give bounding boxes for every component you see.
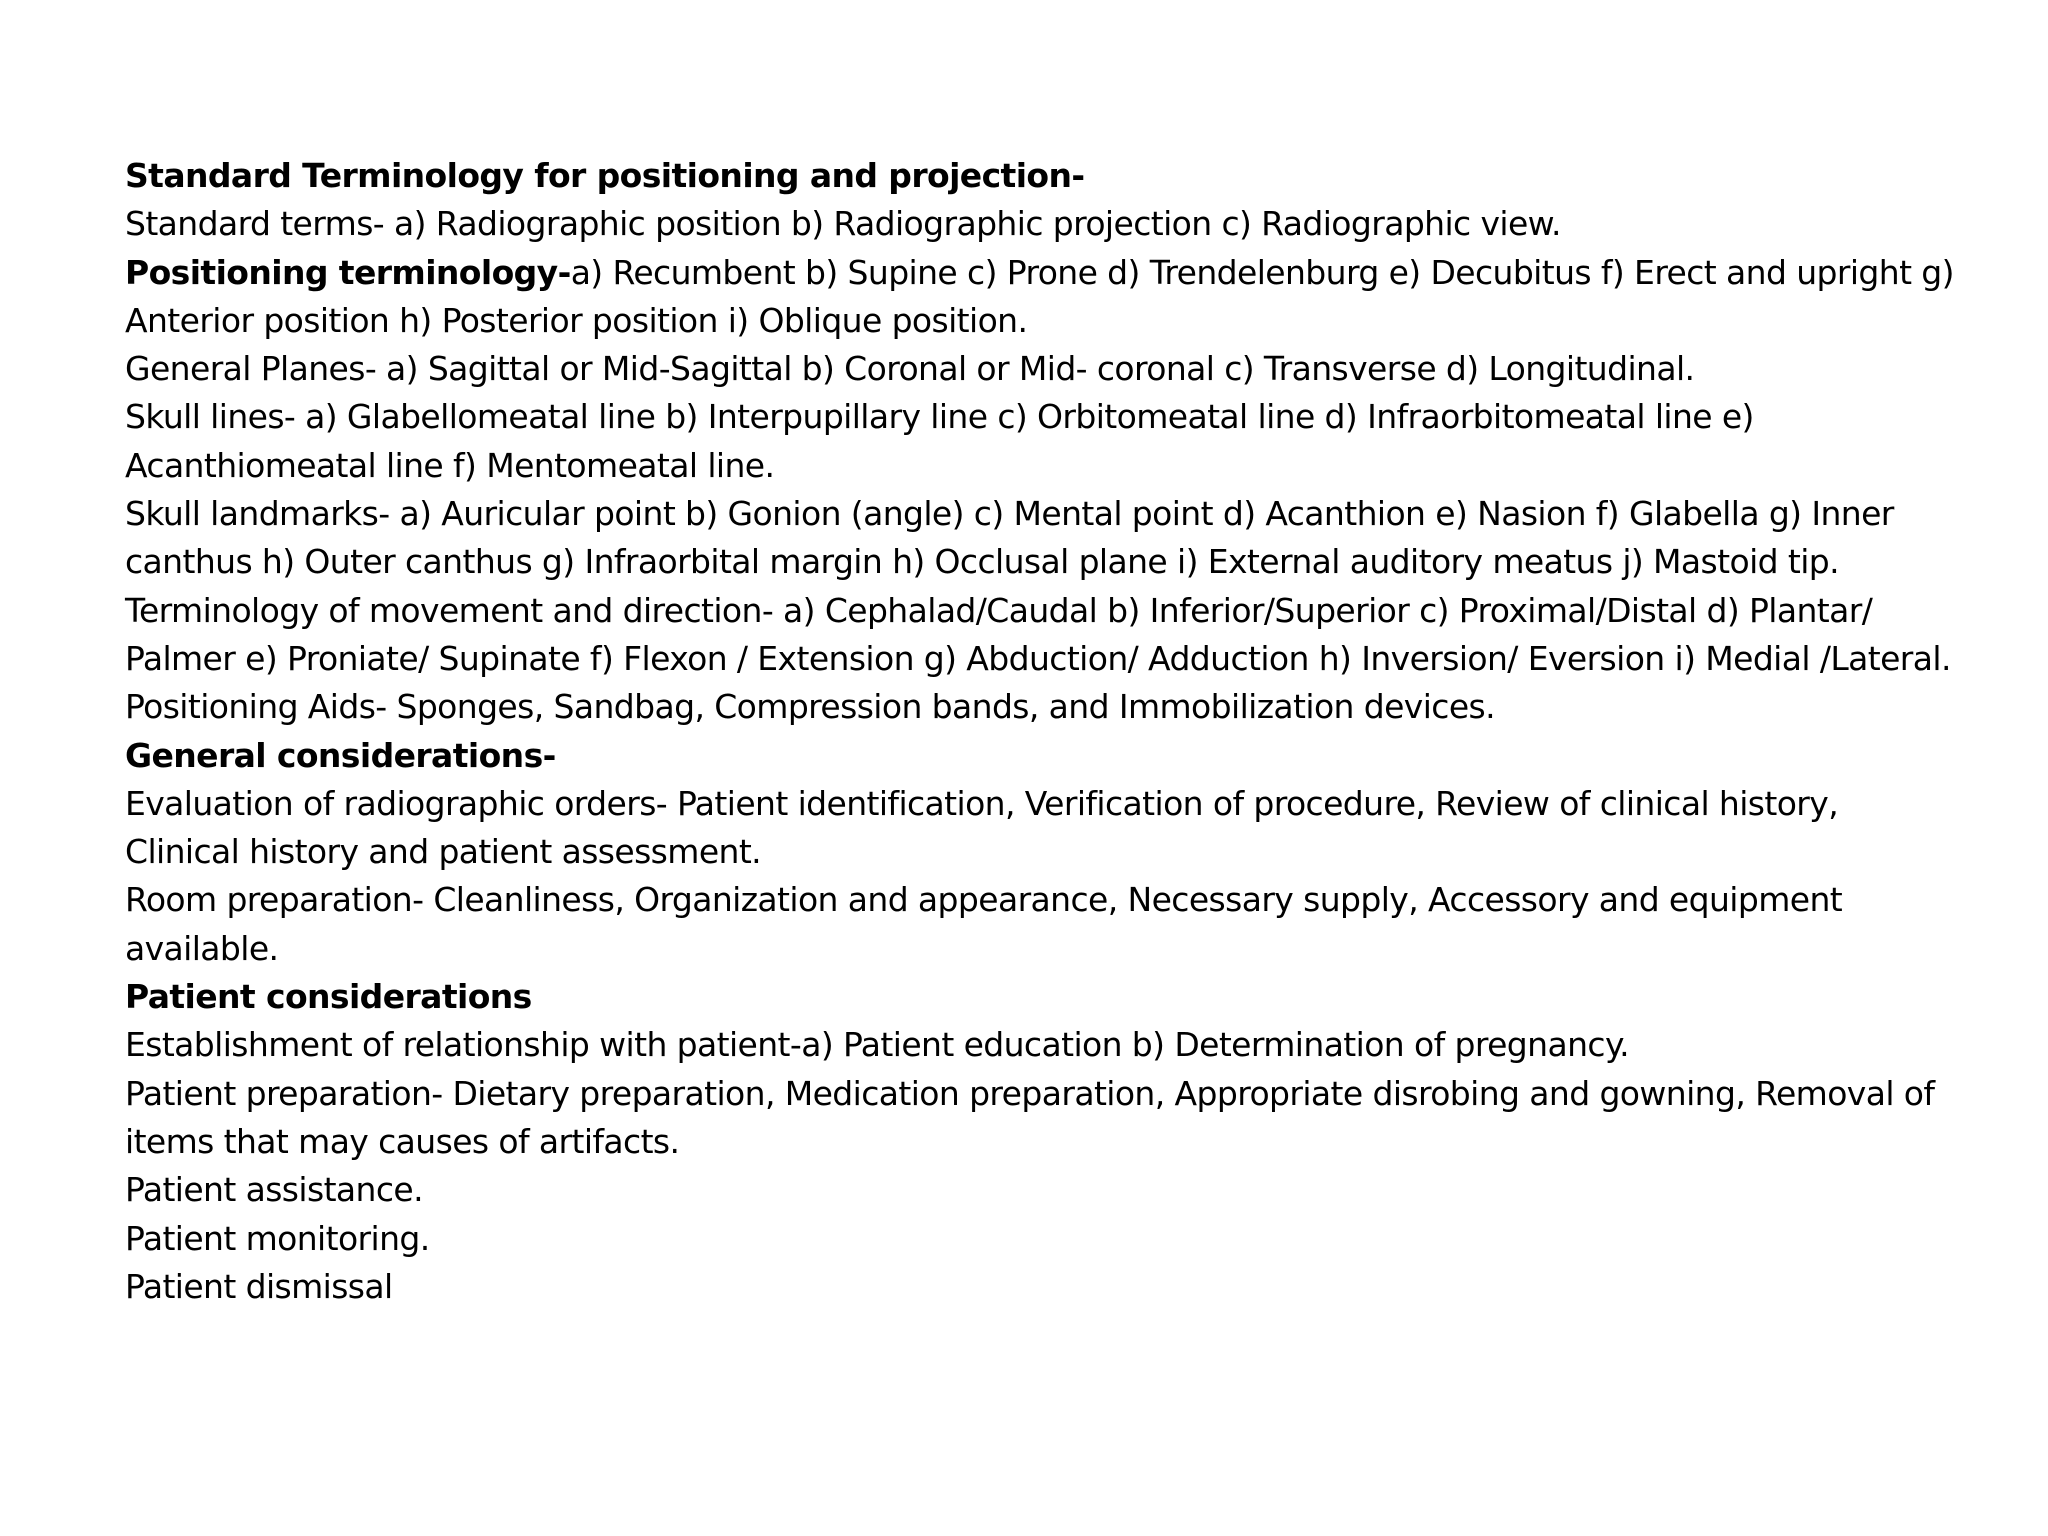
positioning-terminology-line — [125, 249, 1960, 346]
positioning-terminology-items: a) Recumbent b) Supine c) Prone d) Trendelenburg e) Decubitus f) Erect and upright g) Anterior position h) Posterior position i) Oblique position. — [125, 252, 1954, 340]
evaluation-orders-line: Evaluation of radiographic orders- Patient identification, Verification of procedure, Review of clinical history, Clinical history and patient assessment. — [125, 783, 1839, 872]
standard-terms-line: Standard terms- a) Radiographic position b) Radiographic projection c) Radiographic view. — [125, 204, 1561, 244]
patient-preparation-line: Patient preparation- Dietary preparation, Medication preparation, Appropriate disrobing and gowning, Removal of items that may causes of artifacts. — [125, 1073, 1935, 1161]
room-preparation-line: Room preparation- Cleanliness, Organization and appearance, Necessary supply, Accessory and equipment available. — [125, 880, 1843, 968]
heading-standard-terminology: Standard Terminology for positioning and projection- — [125, 156, 1085, 195]
positioning-terminology-label: Positioning terminology- — [125, 252, 571, 292]
positioning-aids-line: Positioning Aids- Sponges, Sandbag, Compression bands, and Immobilization devices. — [125, 687, 1496, 727]
general-planes-line: General Planes- a) Sagittal or Mid-Sagittal b) Coronal or Mid- coronal c) Transverse d) Longitudinal. — [125, 349, 1695, 389]
patient-assistance-line: Patient assistance. — [125, 1170, 423, 1210]
movement-direction-line: Terminology of movement and direction- a) Cephalad/Caudal b) Inferior/Superior c) Proximal/Distal d) Plantar/ Palmer e) Proniate/ Supinate f) Flexon / Extension g) Abduction/ Adduction h) Inversion/ Eversion i) Medial /Lateral. — [125, 590, 1951, 678]
heading-patient-considerations: Patient considerations — [125, 977, 532, 1017]
skull-lines-line: Skull lines- a) Glabellomeatal line b) Interpupillary line c) Orbitomeatal line d) Infraorbitomeatal line e) Acanthiomeatal line f) Mentomeatal line. — [125, 397, 1754, 485]
heading-general-considerations: General considerations- — [125, 735, 556, 775]
patient-monitoring-line: Patient monitoring. — [125, 1218, 430, 1258]
patient-dismissal-line: Patient dismissal — [125, 1266, 393, 1306]
skull-landmarks-line: Skull landmarks- a) Auricular point b) Gonion (angle) c) Mental point d) Acanthion e) Nasion f) Glabella g) Inner canthus h) Outer canthus g) Infraorbital margin h) Occlusal plane i) External auditory meatus j) Mastoid tip. — [125, 494, 1894, 582]
slide-body-text — [125, 152, 1960, 1311]
relationship-line: Establishment of relationship with patient-a) Patient education b) Determination of pregnancy. — [125, 1025, 1630, 1065]
